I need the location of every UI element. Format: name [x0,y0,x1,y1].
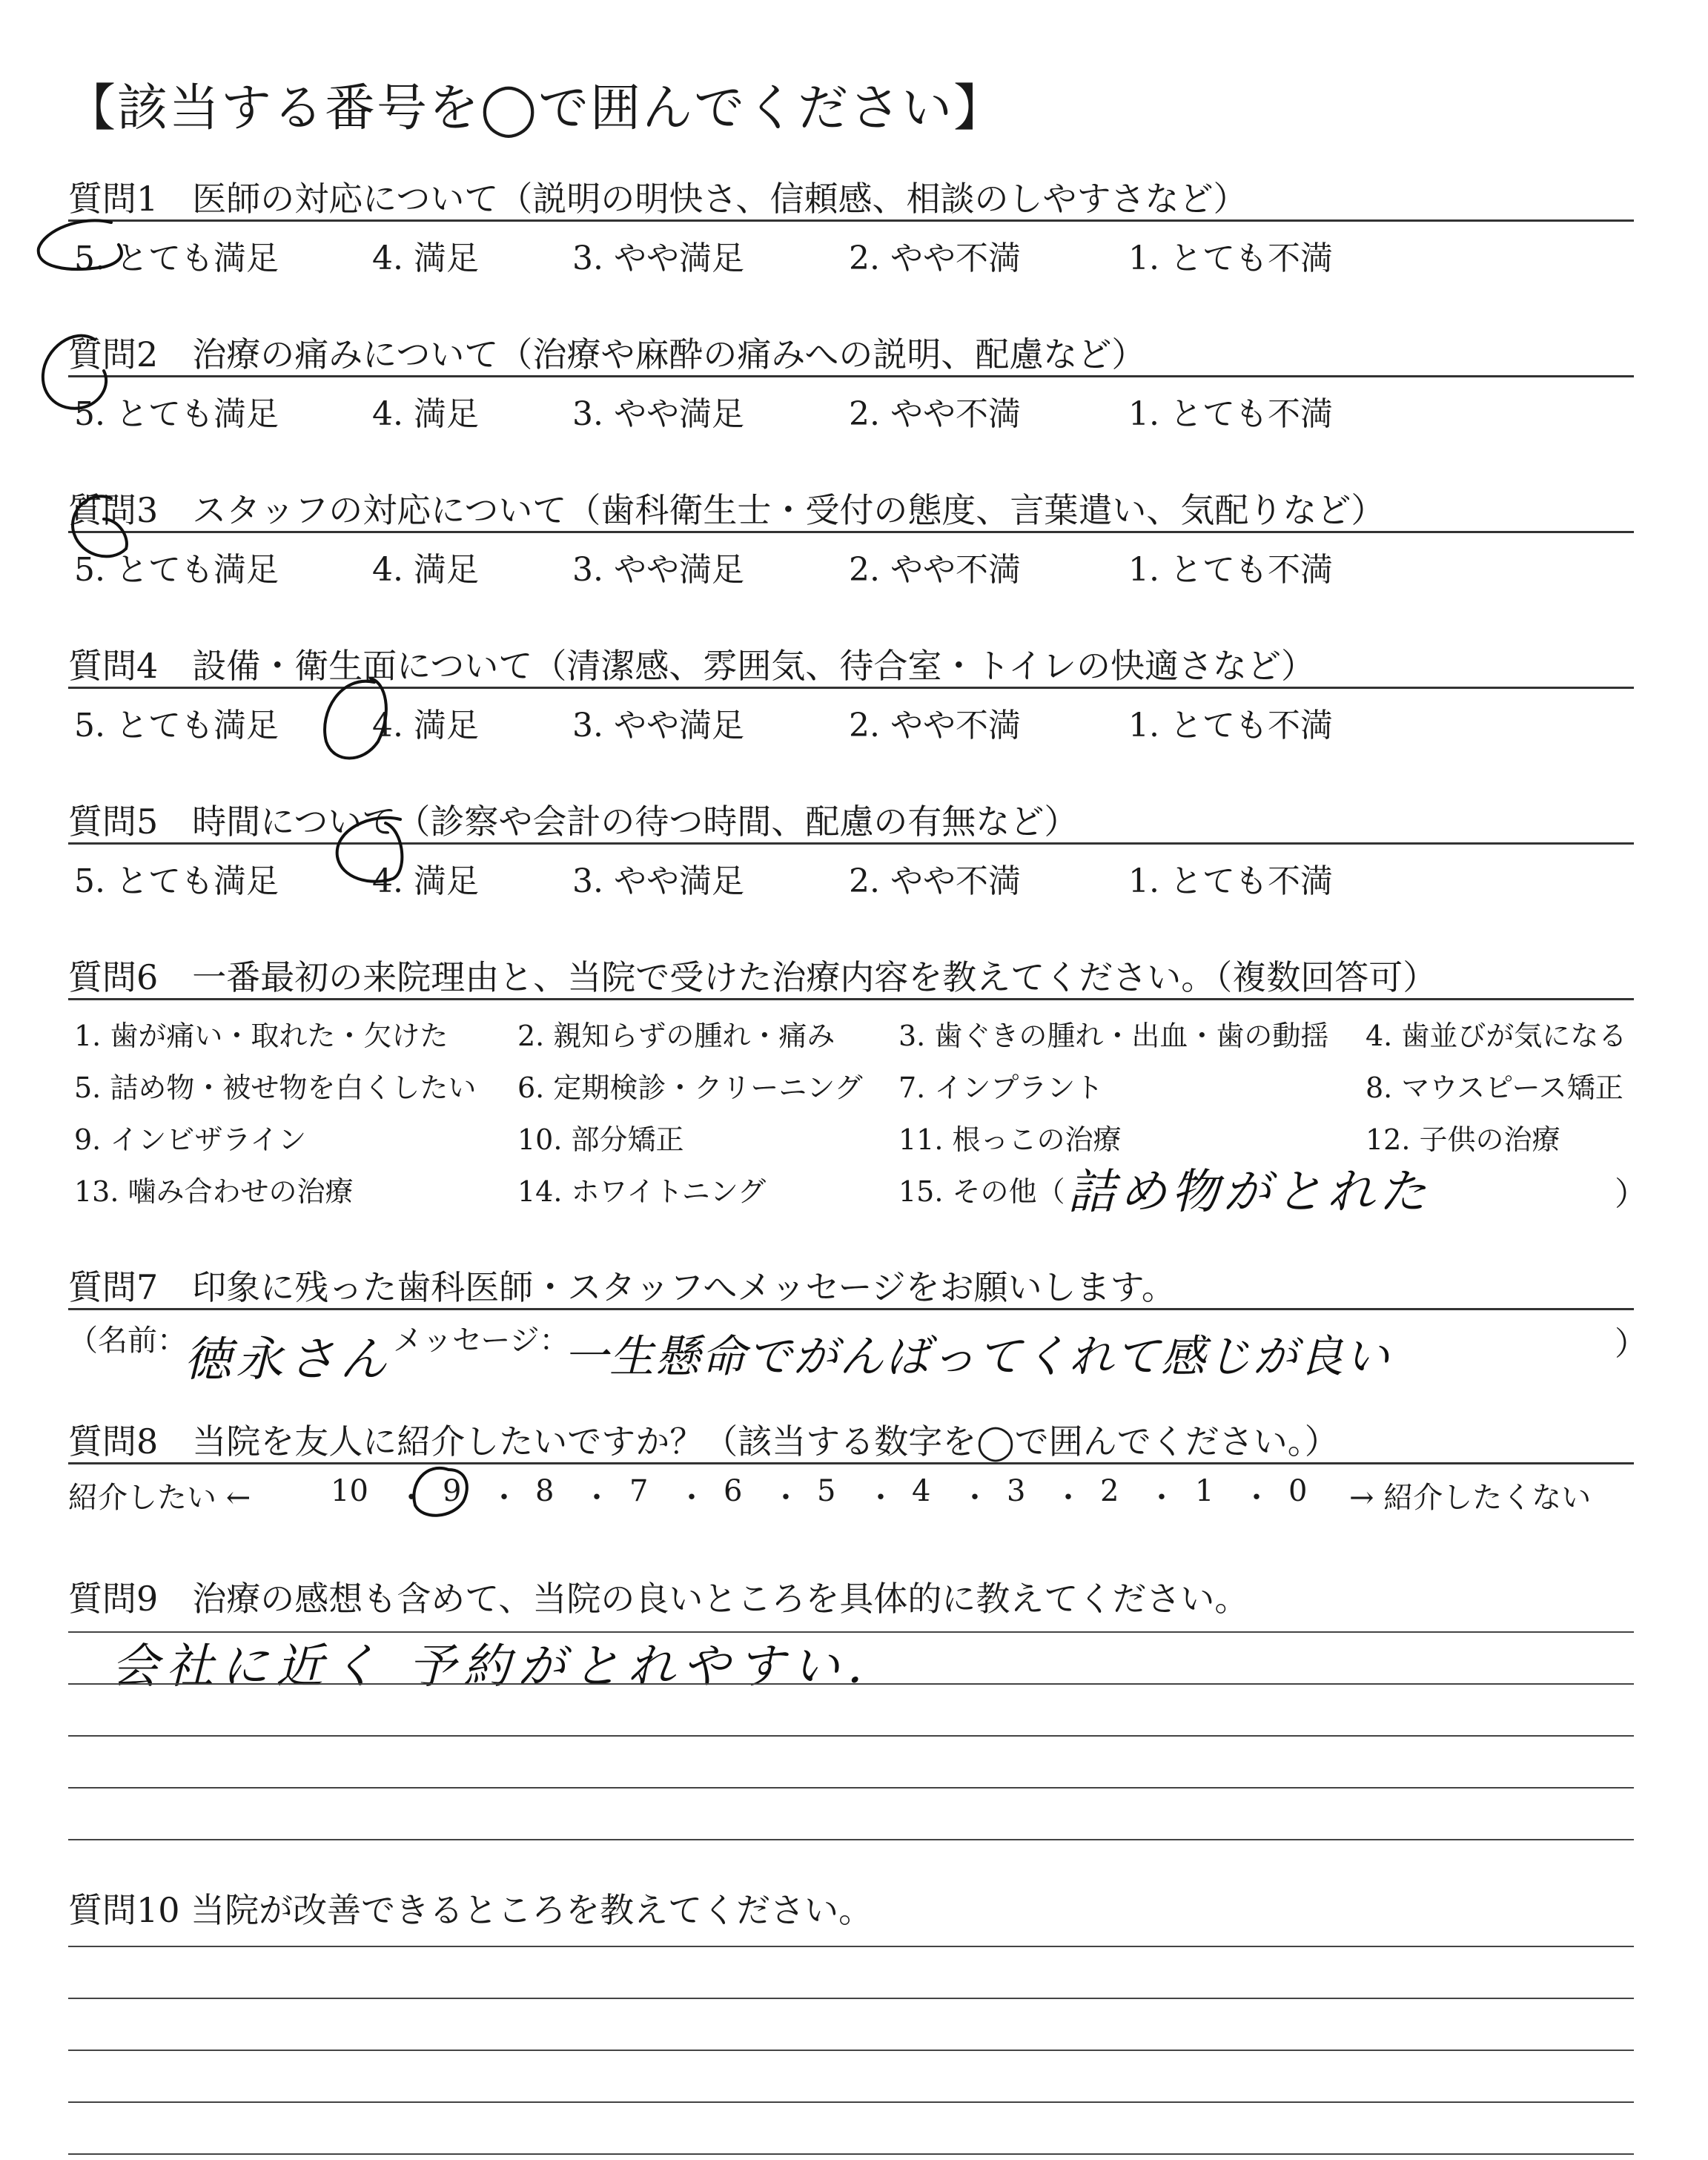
q8-score-7[interactable]: 7 [629,1474,649,1508]
q6-choice-13[interactable]: 13. 噛み合わせの治療 [74,1175,354,1208]
q8-score-6[interactable]: 6 [724,1474,743,1508]
q2-option-3[interactable]: 3. やや満足 [572,395,744,433]
q1-option-1[interactable]: 1. とても不満 [1128,240,1333,277]
question-10: 質問10 当院が改善できるところを教えてください。 [68,1890,873,1930]
q2-option-4[interactable]: 4. 満足 [372,395,479,433]
q8-score-8[interactable]: 8 [535,1474,555,1508]
q6-choice-4[interactable]: 4. 歯並びが気になる [1366,1020,1627,1052]
q8-score-0[interactable]: 0 [1288,1474,1308,1508]
q8-dot: ・ [866,1481,896,1515]
q6-choice-3[interactable]: 3. 歯ぐきの腫れ・出血・歯の動揺 [898,1020,1329,1052]
q8-dot: ・ [960,1481,990,1515]
q8-score-3[interactable]: 3 [1007,1474,1026,1508]
q8-score-10[interactable]: 10 [331,1474,368,1508]
q5-option-2[interactable]: 2. やや不満 [849,862,1021,900]
q9-answer-line [68,1787,1634,1789]
question-1-rule [68,219,1634,222]
q2-option-1[interactable]: 1. とても不満 [1128,395,1333,433]
q5-option-3[interactable]: 3. やや満足 [572,862,744,900]
q8-left-label: 紹介したい ← [68,1481,251,1515]
question-3-rule [68,531,1634,533]
q1-option-2[interactable]: 2. やや不満 [849,240,1021,277]
question-2: 質問2 治療の痛みについて（治療や麻酔の痛みへの説明、配慮など） [68,334,1146,374]
q8-score-1[interactable]: 1 [1195,1474,1214,1508]
q3-option-5[interactable]: 5. とても満足 [74,551,279,589]
q5-option-4[interactable]: 4. 満足 [372,862,479,900]
q9-answer-line [68,1839,1634,1840]
q2-option-2[interactable]: 2. やや不満 [849,395,1021,433]
q8-dot: ・ [1053,1481,1083,1515]
question-8: 質問8 当院を友人に紹介したいですか？（該当する数字を◯で囲んでください。） [68,1421,1339,1462]
q9-answer-line [68,1735,1634,1737]
q8-score-4[interactable]: 4 [912,1474,931,1508]
q6-choice-7[interactable]: 7. インプラント [898,1071,1104,1104]
q6-choice-6[interactable]: 6. 定期検診・クリーニング [517,1071,863,1104]
question-1: 質問1 医師の対応について（説明の明快さ、信頼感、相談のしやすさなど） [68,179,1248,219]
q8-right-label: → 紹介したくない [1349,1481,1592,1515]
q7-name-handwritten[interactable]: 徳永さん [184,1332,391,1387]
q9-answer-line [68,1683,1634,1685]
question-7-rule [68,1308,1634,1310]
q10-answer-line[interactable] [68,2101,1634,2103]
q4-option-1[interactable]: 1. とても不満 [1128,707,1333,744]
q6-choice-9[interactable]: 9. インビザライン [74,1123,307,1156]
q6-choice-5[interactable]: 5. 詰め物・被せ物を白くしたい [74,1071,477,1104]
q5-option-1[interactable]: 1. とても不満 [1128,862,1333,900]
question-5-rule [68,842,1634,845]
question-4-rule [68,687,1634,689]
q4-option-3[interactable]: 3. やや満足 [572,707,744,744]
q3-option-2[interactable]: 2. やや不満 [849,551,1021,589]
question-6: 質問6 一番最初の来院理由と、当院で受けた治療内容を教えてください。（複数回答可） [68,957,1437,997]
q8-dot: ・ [397,1481,426,1515]
q7-message-handwritten[interactable]: 一生懸命でがんばってくれて感じが良い [563,1331,1391,1383]
question-4: 質問4 設備・衛生面について（清潔感、雰囲気、待合室・トイレの快適さなど） [68,646,1316,686]
q7-close: ） [1615,1325,1647,1363]
question-7: 質問7 印象に残った歯科医師・スタッフへメッセージをお願いします。 [68,1267,1176,1307]
q2-option-5[interactable]: 5. とても満足 [74,395,279,433]
q1-option-5[interactable]: 5. とても満足 [74,240,279,277]
question-2-rule [68,375,1634,377]
question-5: 質問5 時間について（診察や会計の待つ時間、配慮の有無など） [68,802,1079,842]
q6-choice-15[interactable]: 15. その他（ [898,1175,1065,1208]
q6-choice-11[interactable]: 11. 根っこの治療 [898,1123,1122,1156]
q3-option-3[interactable]: 3. やや満足 [572,551,744,589]
q10-answer-line[interactable] [68,1946,1634,1947]
q6-choice-1[interactable]: 1. 歯が痛い・取れた・欠けた [74,1020,448,1052]
q6-choice-14[interactable]: 14. ホワイトニング [517,1175,767,1208]
q4-option-5[interactable]: 5. とても満足 [74,707,279,744]
q6-choice-10[interactable]: 10. 部分矯正 [517,1123,684,1156]
q8-score-5[interactable]: 5 [817,1474,836,1508]
q10-answer-line[interactable] [68,1998,1634,1999]
q7-message-label: メッセージ： [393,1324,569,1358]
q7-name-label: （名前： [68,1324,187,1358]
q3-option-4[interactable]: 4. 満足 [372,551,479,589]
q10-answer-line[interactable] [68,2153,1634,2155]
q8-dot: ・ [771,1481,801,1515]
q8-dot: ・ [582,1481,612,1515]
q6-choice-8[interactable]: 8. マウスピース矯正 [1366,1071,1623,1104]
q6-other-handwritten[interactable]: 詰め物がとれた [1068,1165,1431,1220]
question-9: 質問9 治療の感想も含めて、当院の良いところを具体的に教えてください。 [68,1579,1249,1619]
page-heading: 【該当する番号を◯で囲んでください】 [65,79,1006,138]
q1-option-3[interactable]: 3. やや満足 [572,240,744,277]
question-8-rule [68,1462,1634,1464]
q8-dot: ・ [1242,1481,1271,1515]
question-3: 質問3 スタッフの対応について（歯科衛生士・受付の態度、言葉遣い、気配りなど） [68,490,1386,530]
q6-other-close: ） [1615,1175,1647,1213]
q8-dot: ・ [489,1481,519,1515]
question-6-rule [68,998,1634,1000]
q8-score-2[interactable]: 2 [1100,1474,1119,1508]
q6-choice-12[interactable]: 12. 子供の治療 [1366,1123,1560,1156]
q3-option-1[interactable]: 1. とても不満 [1128,551,1333,589]
q8-dot: ・ [677,1481,706,1515]
q8-dot: ・ [1147,1481,1176,1515]
q10-answer-line[interactable] [68,2050,1634,2051]
q8-score-9[interactable]: 9 [443,1474,462,1508]
q9-answer-handwritten[interactable]: 会社に近く 予約がとれやすい． [111,1639,902,1694]
q4-option-4[interactable]: 4. 満足 [372,707,479,744]
q1-option-4[interactable]: 4. 満足 [372,240,479,277]
q4-option-2[interactable]: 2. やや不満 [849,707,1021,744]
q5-option-5[interactable]: 5. とても満足 [74,862,279,900]
q6-choice-2[interactable]: 2. 親知らずの腫れ・痛み [517,1020,835,1052]
